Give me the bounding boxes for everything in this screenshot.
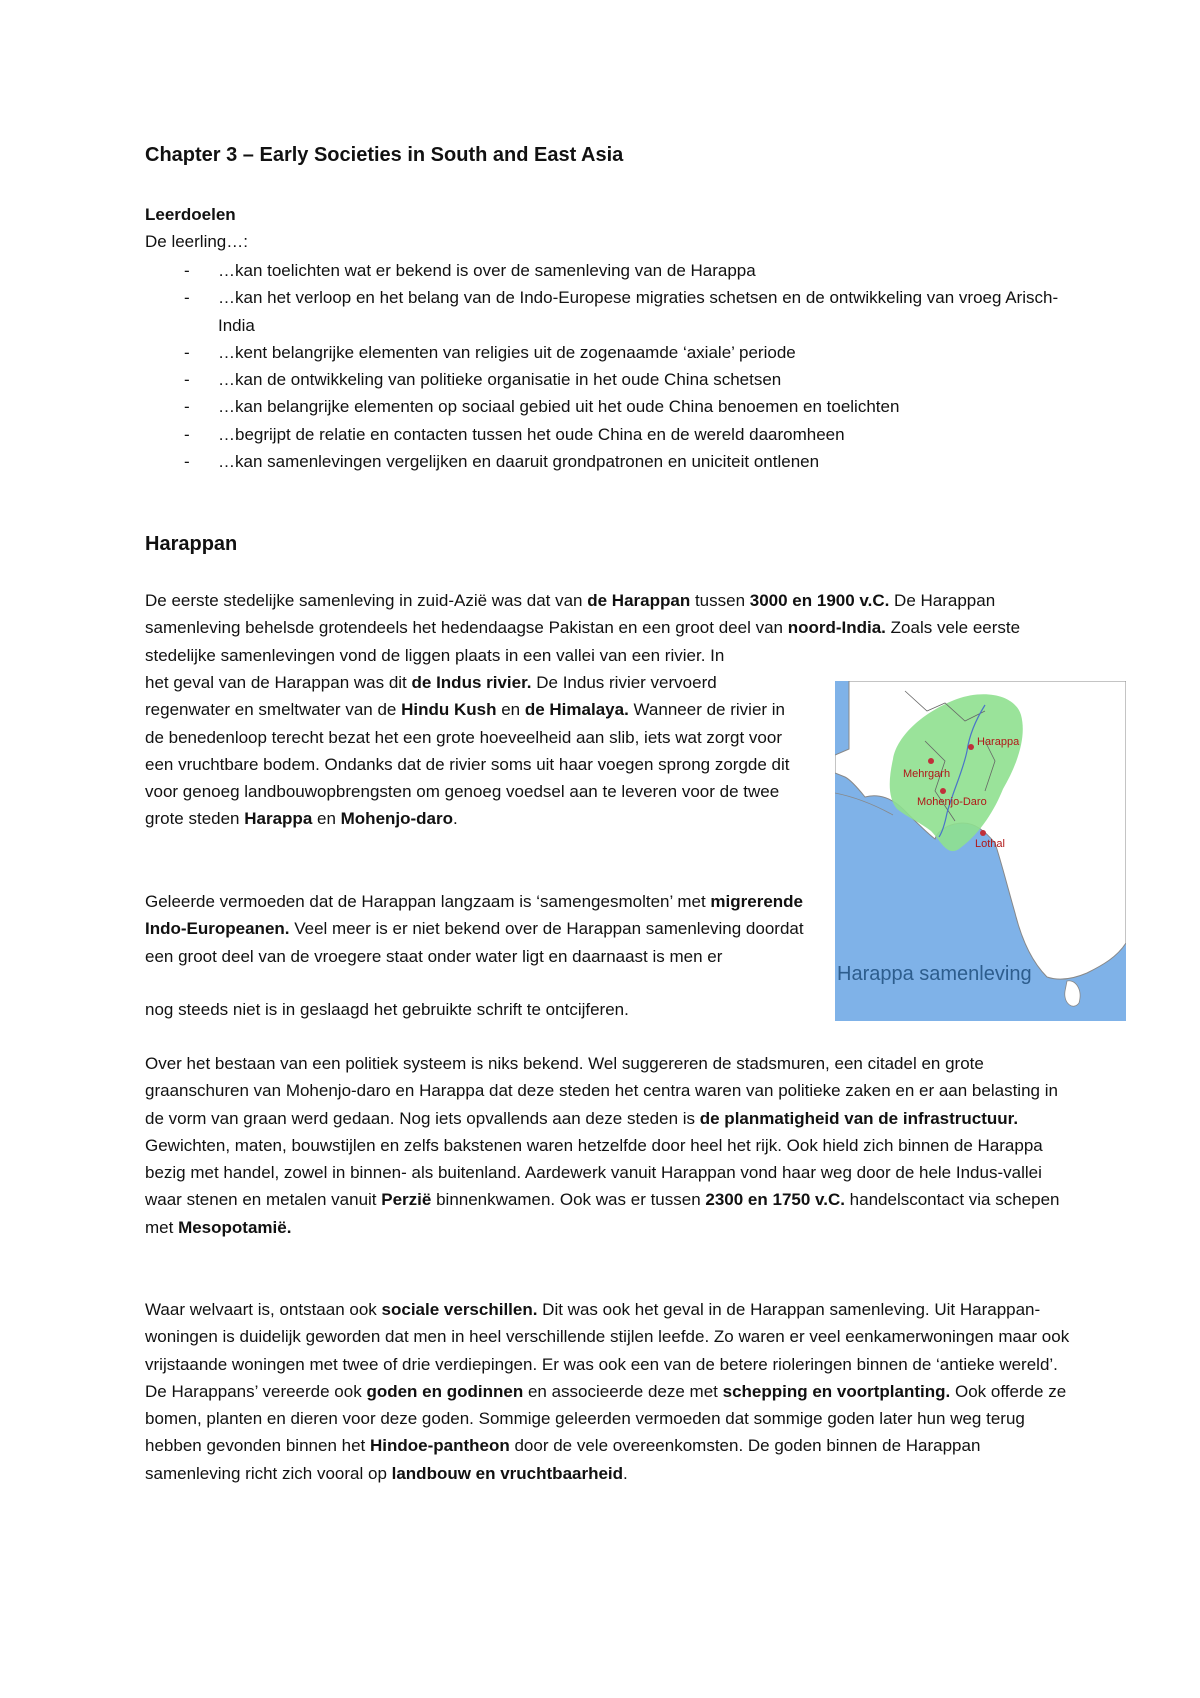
bold-term: goden en godinnen xyxy=(366,1381,524,1401)
text-run: Gewichten, maten, bouwstijlen en zelfs bakstenen waren hetzelfde door heel het rijk. Ook hield zich binnen de Harappa bezig met handel, zowel in binnen- als buitenland. Aardewerk vanuit Harappan vond haar weg door de hele Indus-vallei waar stenen en metalen vanuit xyxy=(145,1135,1043,1210)
text-run: . xyxy=(453,809,458,829)
paragraph-society xyxy=(145,1296,1075,1487)
text-run: nog steeds niet is in geslaagd het gebruikte schrift te ontcijferen. xyxy=(145,1000,629,1019)
city-dot-lothal xyxy=(980,830,986,836)
bold-term: Perzië xyxy=(381,1190,432,1210)
bold-term: schepping en voortplanting. xyxy=(722,1381,951,1401)
text-run: De Harappan samenleving behelsde grotendeels het hedendaagse Pakistan en een groot deel van xyxy=(145,591,996,638)
objective-text: …kan de ontwikkeling van politieke organisatie in het oude China schetsen xyxy=(218,370,782,390)
objective-item xyxy=(145,421,1075,448)
text-run: . xyxy=(623,1463,628,1483)
bold-term: de Indus rivier. xyxy=(411,673,532,692)
text-run: binnenkwamen. Ook was er tussen xyxy=(431,1190,706,1210)
bold-term: de Harappan xyxy=(587,591,691,610)
list-dash: - xyxy=(184,261,190,280)
city-label-mehrgarh: Mehrgarh xyxy=(903,768,951,780)
objectives-heading: Leerdoelen xyxy=(145,205,236,224)
objective-text: …kan belangrijke elementen op sociaal gebied uit het oude China benoemen en toelichten xyxy=(218,397,900,417)
list-dash: - xyxy=(184,370,190,390)
bold-term: migrerende Indo-Europeanen. xyxy=(145,892,804,939)
bold-term: landbouw en vruchtbaarheid xyxy=(391,1463,624,1483)
objective-text: …begrijpt de relatie en contacten tussen het oude China en de wereld daaromheen xyxy=(218,424,845,444)
bold-term: Mesopotamië. xyxy=(178,1217,292,1237)
list-dash: - xyxy=(184,288,190,308)
text-run: Ook offerde ze bomen, planten en dieren voor deze goden. Sommige geleerden vermoeden dat sommige goden later hun weg terug hebben gevonden binnen het xyxy=(145,1381,1067,1456)
city-label-lothal: Lothal xyxy=(975,838,1005,850)
city-dot-mohenjo-daro xyxy=(940,788,946,794)
paragraph-migration xyxy=(145,888,815,970)
city-dot-mehrgarh xyxy=(928,758,934,764)
section-heading: Harappan xyxy=(145,533,238,555)
objective-text: …kan het verloop en het belang van de Indo-Europese migraties schetsen en de ontwikkeling van vroeg Arisch-India xyxy=(218,288,1059,335)
paragraph-intro xyxy=(145,587,1075,669)
objective-item xyxy=(145,339,1075,366)
text-run: en xyxy=(496,700,525,720)
objectives-list xyxy=(145,257,1075,475)
text-run: en associeerde deze met xyxy=(523,1381,723,1401)
bold-term: de planmatigheid van de infrastructuur. xyxy=(699,1108,1019,1128)
city-label-mohenjo-daro: Mohenjo-Daro xyxy=(917,796,987,808)
text-run: Dit was ook het geval in de Harappan samenleving. Uit Harappan-woningen is duidelijk geworden dat men in heel verschillende stijlen leefde. Zo waren er veel eenkamerwoningen maar ook vrijstaande woningen met twee of drie verdiepingen. Er was ook een van de betere rioleringen binnen de ‘antieke wereld’. De Harappans’ vereerde ook xyxy=(145,1300,1070,1401)
city-dot-harappa xyxy=(968,744,974,750)
paragraph-indus xyxy=(145,669,805,833)
text-run: tussen xyxy=(690,591,750,610)
paragraph-migration-end xyxy=(145,996,815,1023)
bold-term: Mohenjo-daro xyxy=(340,809,454,829)
text-run: Over het bestaan van een politiek systeem is niks bekend. Wel suggereren de stadsmuren, een citadel en grote graanschuren van Mohenjo-daro en Harappa dat deze steden het centra waren van politieke zaken en er aan belasting in de vorm van graan werd gedaan. Nog iets opvallends aan deze steden is xyxy=(145,1054,1058,1128)
objective-item xyxy=(145,284,1075,339)
text-run: handelscontact via schepen met xyxy=(145,1190,1060,1237)
text-run: Waar welvaart is, ontstaan ook xyxy=(145,1300,382,1319)
list-dash: - xyxy=(184,452,190,472)
objective-text: …kent belangrijke elementen van religies uit de zogenaamde ‘axiale’ periode xyxy=(218,342,796,362)
bold-term: Hindu Kush xyxy=(401,700,497,720)
list-dash: - xyxy=(184,342,190,362)
paragraph-politics xyxy=(145,1050,1075,1241)
text-run: De eerste stedelijke samenleving in zuid-Azië was dat van xyxy=(145,591,588,610)
objective-text: …kan samenlevingen vergelijken en daaruit grondpatronen en uniciteit ontlenen xyxy=(218,452,820,472)
text-run: Wanneer de rivier in de benedenloop terecht bezat het een grote hoeveelheid aan slib, iets wat zorgt voor een vruchtbare bodem. Ondanks dat de rivier soms uit haar voegen sprong zorgde dit voor genoeg landbouwopbrengsten om genoeg voedsel aan te leveren voor de twee grote steden xyxy=(145,700,790,829)
bold-term: Harappa xyxy=(244,809,313,829)
text-run: en xyxy=(312,809,341,829)
bold-term: 2300 en 1750 v.C. xyxy=(705,1190,845,1210)
objective-item xyxy=(145,257,1075,284)
sri-lanka-island xyxy=(1065,981,1080,1006)
bold-term: Hindoe-pantheon xyxy=(369,1436,510,1456)
text-run: Geleerde vermoeden dat de Harappan langzaam is ‘samengesmolten’ met xyxy=(145,892,711,911)
bold-term: de Himalaya. xyxy=(524,700,629,720)
objective-item xyxy=(145,393,1075,420)
harappa-map-image xyxy=(835,681,1126,1021)
objective-item xyxy=(145,366,1075,393)
map-caption: Harappa samenleving xyxy=(837,963,1032,985)
bold-term: sociale verschillen. xyxy=(381,1300,538,1319)
city-label-harappa: Harappa xyxy=(977,736,1020,748)
objective-text: …kan toelichten wat er bekend is over de samenleving van de Harappa xyxy=(218,261,756,280)
text-run: Zoals vele eerste stedelijke samenlevingen vond de liggen plaats in een vallei van een rivier. In xyxy=(145,618,1021,665)
chapter-title: Chapter 3 – Early Societies in South and East Asia xyxy=(145,144,624,166)
text-run: het geval van de Harappan was dit xyxy=(145,673,412,692)
objective-item xyxy=(145,448,1075,475)
bold-term: 3000 en 1900 v.C. xyxy=(749,591,890,610)
list-dash: - xyxy=(184,424,190,444)
text-run: Veel meer is er niet bekend over de Harappan samenleving doordat een groot deel van de vroegere staat onder water ligt en daarnaast is men er xyxy=(145,919,804,966)
objectives-intro: De leerling…: xyxy=(145,232,248,251)
list-dash: - xyxy=(184,397,190,417)
text-run: De Indus rivier vervoerd regenwater en smeltwater van de xyxy=(145,673,717,720)
text-run: door de vele overeenkomsten. De goden binnen de Harappan samenleving richt zich vooral op xyxy=(145,1436,981,1483)
bold-term: noord-India. xyxy=(787,618,886,638)
